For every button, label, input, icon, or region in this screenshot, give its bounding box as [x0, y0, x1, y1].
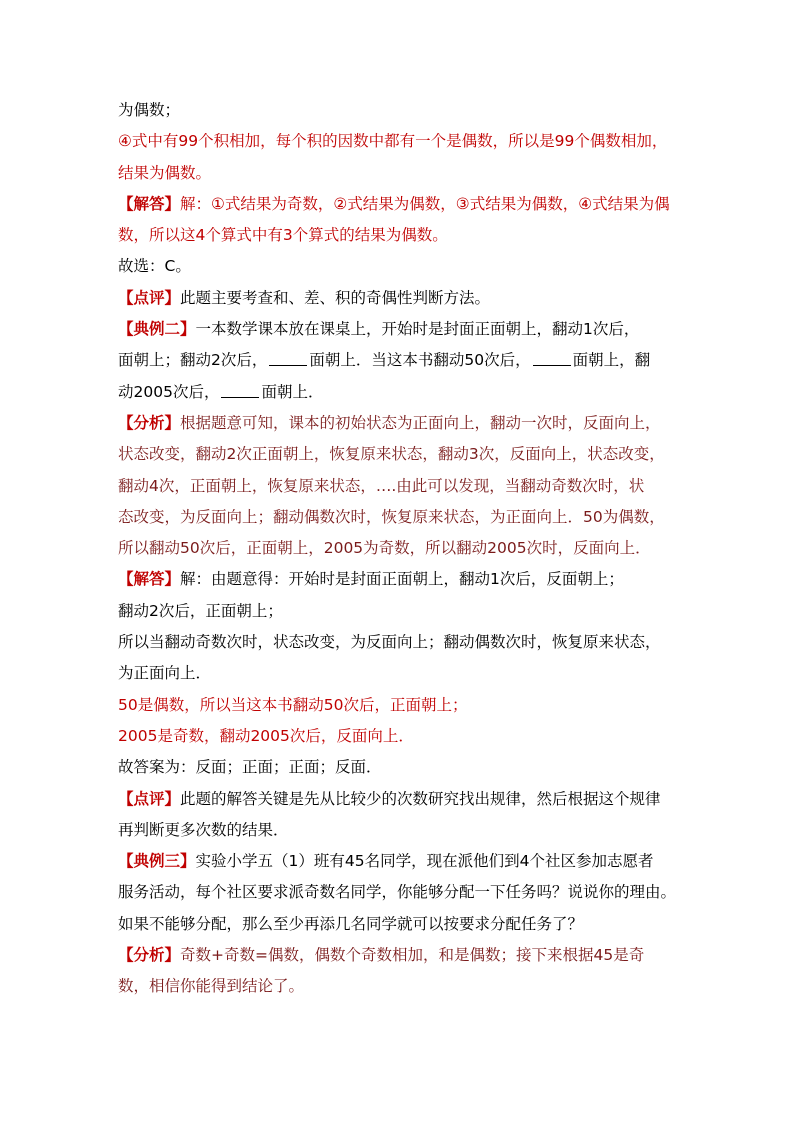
comment-line: 【点评】此题主要考查和、差、积的奇偶性判断方法。: [118, 288, 491, 307]
text-line: 服务活动，每个社区要求派奇数名同学，你能够分配一下任务吗？说说你的理由。: [118, 883, 677, 902]
text-line: 为偶数；: [118, 101, 181, 119]
text-line: 所以当翻动奇数次时，状态改变，为反面向上；翻动偶数次时，恢复原来状态，: [118, 633, 661, 652]
text-line: 结果为偶数。: [118, 163, 212, 182]
analysis-line: 【分析】根据题意可知，课本的初始状态为正面向上，翻动一次时，反面向上，: [118, 413, 661, 432]
section-tag: 【点评】: [118, 288, 181, 307]
section-tag: 【分析】: [118, 946, 181, 965]
text-line: 为正面向上．: [118, 664, 212, 683]
text-line: 故答案为：反面；正面；正面；反面．: [118, 758, 382, 777]
text-line: 故选：C。: [118, 257, 191, 276]
text-line: 所以翻动50次后，正面朝上，2005为奇数，所以翻动2005次时，反面向上．: [118, 539, 651, 558]
section-tag: 【解答】: [118, 570, 181, 589]
text-line: 翻动2次后，正面朝上；: [118, 601, 283, 620]
text-line: 如果不能够分配，那么至少再添几名同学就可以按要求分配任务了？: [118, 914, 584, 933]
text-line: 态改变，为反面向上；翻动偶数次时，恢复原来状态，为正面向上．50为偶数，: [118, 507, 665, 526]
fill-blank: [269, 351, 307, 366]
text-line: 翻动4次，正面朝上，恢复原来状态，….由此可以发现，当翻动奇数次时，状: [118, 476, 645, 495]
text-line: 再判断更多次数的结果．: [118, 820, 289, 839]
text-line: 面朝上；翻动2次后， 面朝上．当这本书翻动50次后， 面朝上，翻: [118, 351, 651, 370]
text-line: 动2005次后， 面朝上．: [118, 382, 324, 401]
example-line: 【典例二】一本数学课本放在课桌上，开始时是封面正面朝上，翻动1次后，: [118, 320, 640, 339]
analysis-line: 【分析】奇数+奇数=偶数，偶数个奇数相加，和是偶数；接下来根据45是奇: [118, 946, 645, 965]
text-line: 状态改变，翻动2次正面朝上，恢复原来状态，翻动3次，反面向上，状态改变，: [118, 445, 665, 464]
text-line: 50是偶数，所以当这本书翻动50次后，正面朝上；: [118, 695, 468, 714]
section-tag: 【点评】: [118, 789, 181, 808]
text-line: 2005是奇数，翻动2005次后，反面向上．: [118, 726, 414, 745]
document-page: [118, 95, 690, 1003]
text-line: 数，所以这4个算式中有3个算式的结果为偶数。: [118, 226, 448, 245]
comment-line: 【点评】此题的解答关键是先从比较少的次数研究找出规律，然后根据这个规律: [118, 789, 661, 808]
answer-line: 【解答】解：①式结果为奇数，②式结果为偶数，③式结果为偶数，④式结果为偶: [118, 194, 670, 213]
section-tag: 【解答】: [118, 194, 181, 213]
example-line: 【典例三】实验小学五（1）班有45名同学，现在派他们到4个社区参加志愿者: [118, 852, 654, 871]
fill-blank: [221, 383, 259, 398]
section-tag: 【分析】: [118, 413, 181, 432]
fill-blank: [533, 351, 571, 366]
text-line: 数，相信你能得到结论了。: [118, 977, 305, 996]
answer-line: 【解答】解：由题意得：开始时是封面正面朝上，翻动1次后，反面朝上；: [118, 570, 624, 589]
text-line: ④式中有99个积相加，每个积的因数中都有一个是偶数，所以是99个偶数相加，: [118, 132, 668, 151]
section-tag: 【典例二】: [118, 320, 196, 339]
section-tag: 【典例三】: [118, 852, 196, 871]
